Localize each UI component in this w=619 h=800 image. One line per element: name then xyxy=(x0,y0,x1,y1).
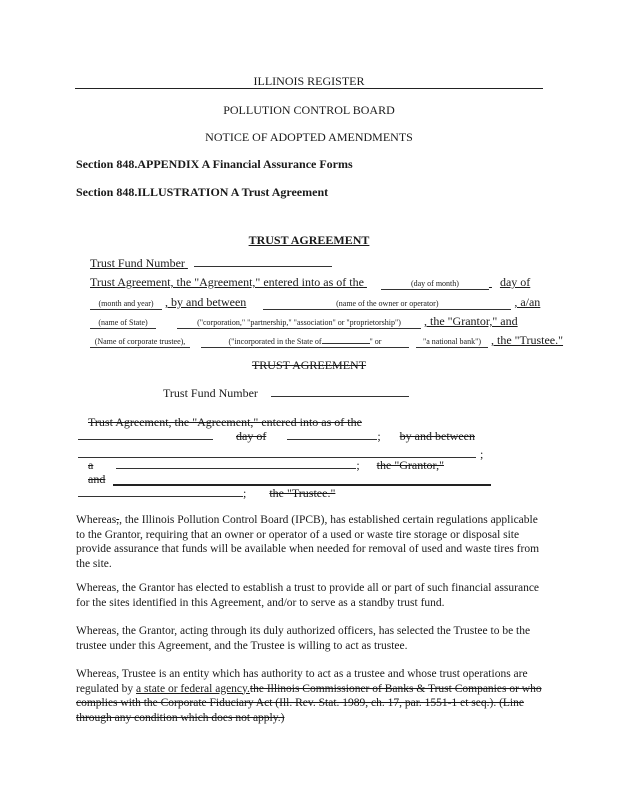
new-national-bank-blank: "a national bank") xyxy=(416,337,488,348)
old-line-3: ; xyxy=(78,447,483,462)
p4-inserted-text: a state or federal agency. xyxy=(136,682,250,695)
old-date-blank xyxy=(78,438,213,440)
old-fund-number-label: Trust Fund Number xyxy=(163,386,258,400)
section-appendix: Section 848.APPENDIX A Financial Assurance Forms xyxy=(76,157,353,171)
new-line-4 xyxy=(90,333,563,348)
notice-title: NOTICE OF ADOPTED AMENDMENTS xyxy=(205,130,413,144)
new-day-of-text: day of xyxy=(499,275,531,289)
old-fund-number-row xyxy=(163,386,409,401)
old-day-of-text: day of xyxy=(236,429,267,443)
old-line-1: Trust Agreement, the "Agreement," entered into as of the xyxy=(88,415,362,429)
old-by-between-text: by and between xyxy=(399,429,475,443)
old-trustee-text: the "Trustee." xyxy=(269,486,336,500)
new-fund-number-label: Trust Fund Number xyxy=(90,256,185,270)
old-month-blank xyxy=(287,438,377,440)
register-header: ILLINOIS REGISTER xyxy=(253,74,365,88)
new-line-2 xyxy=(90,295,540,310)
old-line-5 xyxy=(88,472,105,487)
p4-struck-text: the Illinois Commissioner of Banks & Trust Companies or who complies with the Corporate Fiduciary Act (Ill. Rev. Stat. 1989, ch. 17, par. 1551-1 et seq.). (Line through any condition which does not apply.) xyxy=(76,682,542,724)
new-trustee-text: , the "Trustee." xyxy=(491,333,564,347)
new-line1-text: Trust Agreement, the "Agreement," entered into as of the xyxy=(90,275,364,289)
header-rule xyxy=(75,88,543,89)
old-fund-number-blank xyxy=(271,395,409,397)
paragraph-1: Whereas,, the Illinois Pollution Control Board (IPCB), has established certain regulations applicable to the Grantor, requiring that an owner or operator of a used or waste tire storage or disposal site provide assurance that funds will be available when needed for removal of used and waste tires from the site. xyxy=(76,514,540,570)
new-by-between-text: , by and between xyxy=(165,295,247,309)
paragraph-4: Whereas, Trustee is an entity which has authority to act as a trustee and whose trust operations are regulated by a state or federal agency.the Illinois Commissioner of Banks & Trust Companies or who complies with the Corporate Fiduciary Act (Ill. Rev. Stat. 1989, ch. 17, par. 1551-1 et seq.). (Line through any condition which does not apply.) xyxy=(76,668,542,724)
new-a-an-text: , a/an xyxy=(514,295,541,309)
new-grantor-text: , the "Grantor," and xyxy=(424,314,518,328)
old-line-2: day of ; by and between xyxy=(78,429,475,444)
old-trustee-blank xyxy=(78,495,243,497)
old-a-text: a xyxy=(88,458,94,472)
new-owner-blank: (name of the owner or operator) xyxy=(263,299,511,310)
new-line-1 xyxy=(90,275,530,290)
new-state-blank: (name of State) xyxy=(90,318,156,329)
old-entity-blank xyxy=(116,467,356,469)
old-grantor-text: the "Grantor," xyxy=(376,458,444,472)
paragraph-2: Whereas, the Grantor has elected to establish a trust to provide all or part of such financial assurance for the sites identified in this Agreement, and/or to serve as a standby trust fund. xyxy=(76,582,540,609)
section-illustration: Section 848.ILLUSTRATION A Trust Agreement xyxy=(76,185,329,199)
new-line-3 xyxy=(90,314,518,329)
board-name: POLLUTION CONTROL BOARD xyxy=(223,103,395,117)
old-line-4: a ; the "Grantor," xyxy=(88,458,444,472)
new-trustee-name-blank: (Name of corporate trustee), xyxy=(90,337,190,348)
old-trust-title: TRUST AGREEMENT xyxy=(251,358,367,372)
paragraph-3: Whereas, the Grantor, acting through its duly authorized officers, has selected the Trustee to be the trustee under this Agreement, and the Trustee is willing to act as trustee. xyxy=(76,625,531,652)
new-incorporated-blank: ("incorporated in the State of " or xyxy=(201,337,409,348)
new-fund-number-blank xyxy=(194,265,332,267)
old-line-6: ; the "Trustee." xyxy=(78,486,335,501)
new-entity-type-blank: ("corporation," "partnership," "association" or "proprietorship") xyxy=(177,318,421,329)
new-day-of-month-blank: (day of month) xyxy=(381,279,489,290)
new-month-year-blank: (month and year) xyxy=(90,299,162,310)
new-trust-title: TRUST AGREEMENT xyxy=(248,233,370,247)
new-fund-number-row xyxy=(90,256,332,271)
old-and-text: and xyxy=(88,472,106,486)
